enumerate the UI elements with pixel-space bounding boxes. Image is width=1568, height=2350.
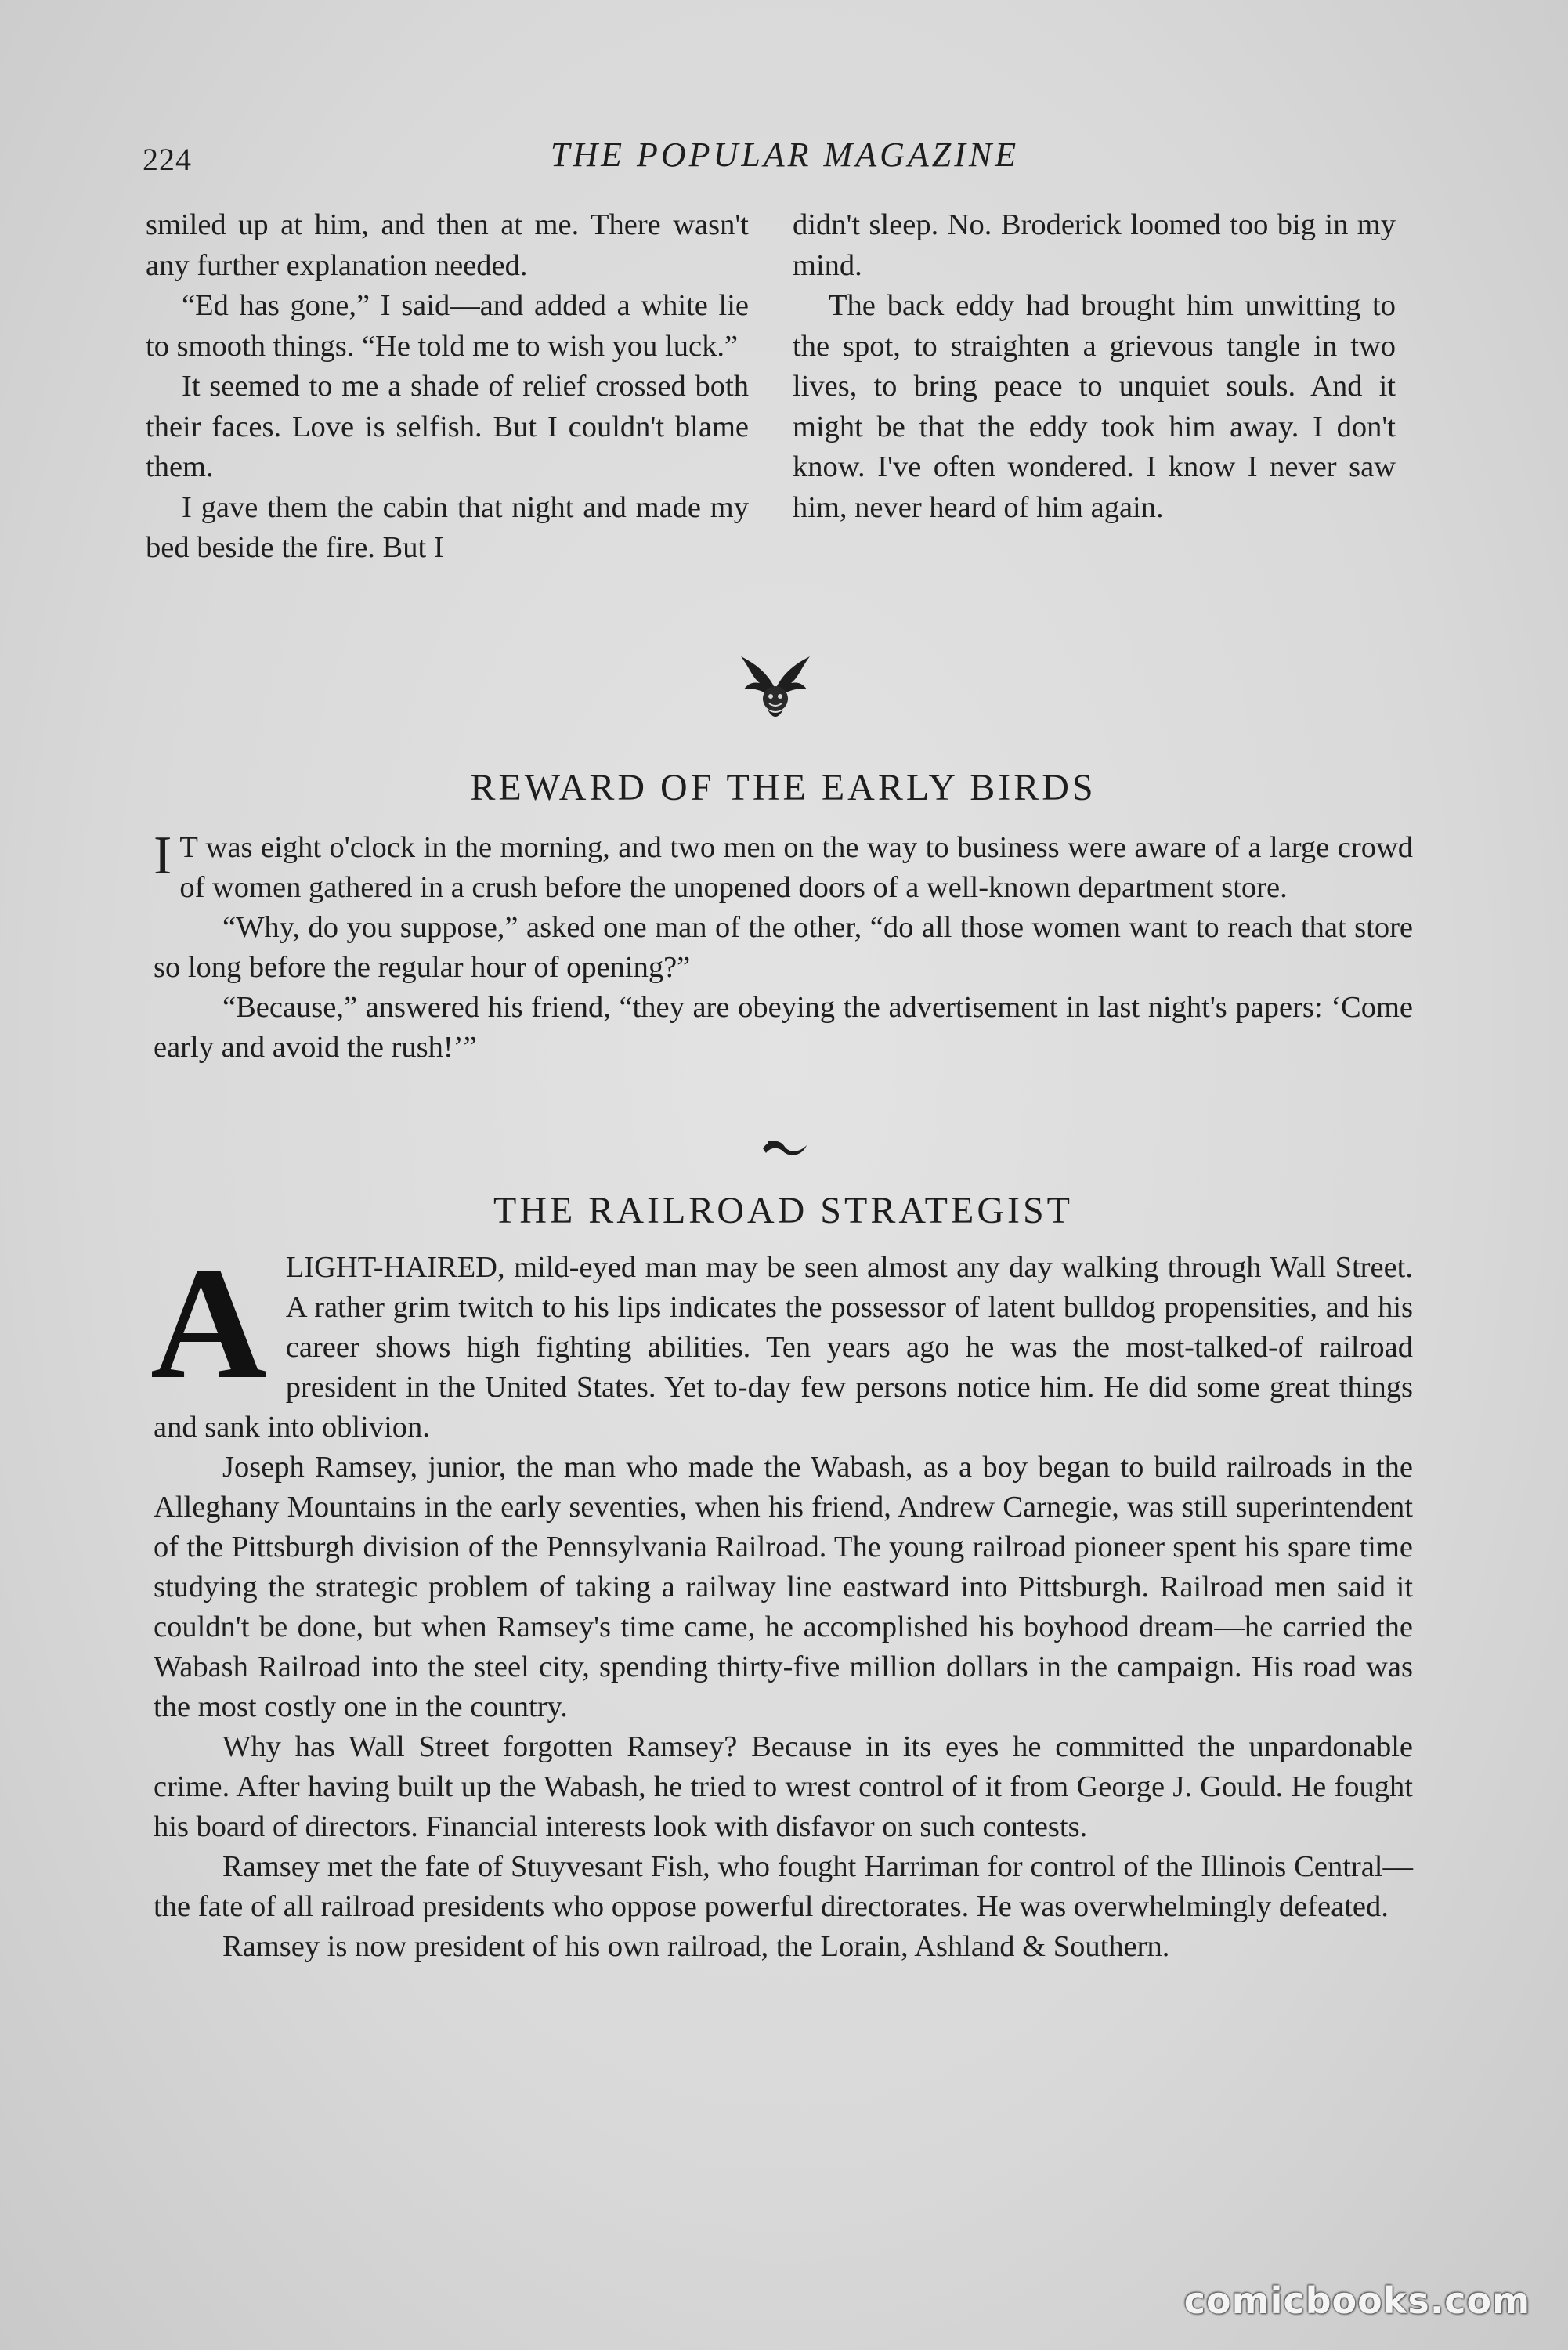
article-body — [154, 828, 1413, 1068]
article-early-birds — [154, 766, 1413, 1068]
running-head: THE POPULAR MAGAZINE — [550, 136, 1020, 174]
paragraph: Ramsey is now president of his own railroad, the Lorain, Ashland & Southern. — [222, 1930, 1170, 1963]
paragraph: ALIGHT-HAIRED, mild-eyed man may be seen almost any day walking through Wall Street. A rather grim twitch to his lips indicates the possessor of latent bulldog propensities, and his career shows high fighting abilities. Ten years ago he was the most-talked-of railroad president in the United States. Yet to-day few persons notice him. He did some great things and sank into oblivion. — [150, 1233, 1413, 1444]
left-column — [146, 205, 749, 569]
continued-story — [146, 205, 1404, 628]
article-title: THE RAILROAD STRATEGIST — [493, 1190, 1073, 1231]
right-column — [793, 205, 1396, 528]
page-number: 224 — [143, 142, 192, 177]
paragraph: “Ed has gone,” I said—and added a white lie to smooth things. “He told me to wish you luck.” — [146, 289, 749, 363]
paragraph: smiled up at him, and then at me. There wasn't any further explanation needed. — [146, 208, 749, 282]
paragraph: “Why, do you suppose,” asked one man of the other, “do all those women want to reach that store so long before the regular hour of opening?” — [154, 911, 1413, 984]
winged-grotesque-ornament-icon — [736, 649, 815, 727]
drop-cap: A — [150, 1233, 267, 1412]
paragraph: Joseph Ramsey, junior, the man who made the Wabash, as a boy began to build railroads in the Alleghany Mountains in the early seventies, when his friend, Andrew Carnegie, was still superintendent of the Pittsburgh division of the Pennsylvania Railroad. The young railroad pioneer spent his spare time studying the strategic problem of taking a railway line eastward into Pittsburgh. Railroad men said it couldn't be done, but when Ramsey's time came, he accomplished his boyhood dream—he carried the Wabash Railroad into the steel city, spending thirty-five million dollars in the campaign. His road was the most costly one in the country. — [154, 1451, 1413, 1723]
paragraph: Ramsey met the fate of Stuyvesant Fish, who fought Harriman for control of the Illinois Central—the fate of all railroad presidents who oppose powerful directorates. He was overwhelmingly defeated. — [154, 1850, 1413, 1923]
paragraph: It seemed to me a shade of relief crossed both their faces. Love is selfish. But I couldn't blame them. — [146, 370, 749, 483]
paragraph: Why has Wall Street forgotten Ramsey? Because in its eyes he committed the unpardonable crime. After having built up the Wabash, he tried to wrest control of it from George J. Gould. He fought his board of directors. Financial interests look with disfavor on such contests. — [154, 1730, 1413, 1843]
initial-letter: I — [154, 826, 172, 886]
article-body — [150, 1233, 1413, 1967]
paragraph: didn't sleep. No. Broderick loomed too big in my mind. — [793, 208, 1396, 282]
paragraph: “Because,” answered his friend, “they are obeying the advertisement in last night's papers: ‘Come early and avoid the rush!’” — [154, 991, 1413, 1064]
fleuron-ornament-icon — [758, 1134, 813, 1161]
page-header — [143, 135, 1427, 182]
paragraph: I gave them the cabin that night and made my bed beside the fire. But I — [146, 490, 749, 564]
paragraph: The back eddy had brought him unwitting to the spot, to straighten a grievous tangle in two lives, to bring peace to unquiet souls. And it might be that the eddy took him away. I don't know. I've often wondered. I know I never saw him, never heard of him again. — [793, 289, 1396, 524]
paragraph: I T was eight o'clock in the morning, and two men on the way to business were aware of a large crowd of women gathered in a crush before the unopened doors of a well-known department store. — [154, 826, 1413, 904]
watermark: comicbooks.com — [1183, 2280, 1530, 2322]
article-title: REWARD OF THE EARLY BIRDS — [470, 767, 1097, 808]
article-railroad-strategist — [150, 1189, 1413, 1967]
